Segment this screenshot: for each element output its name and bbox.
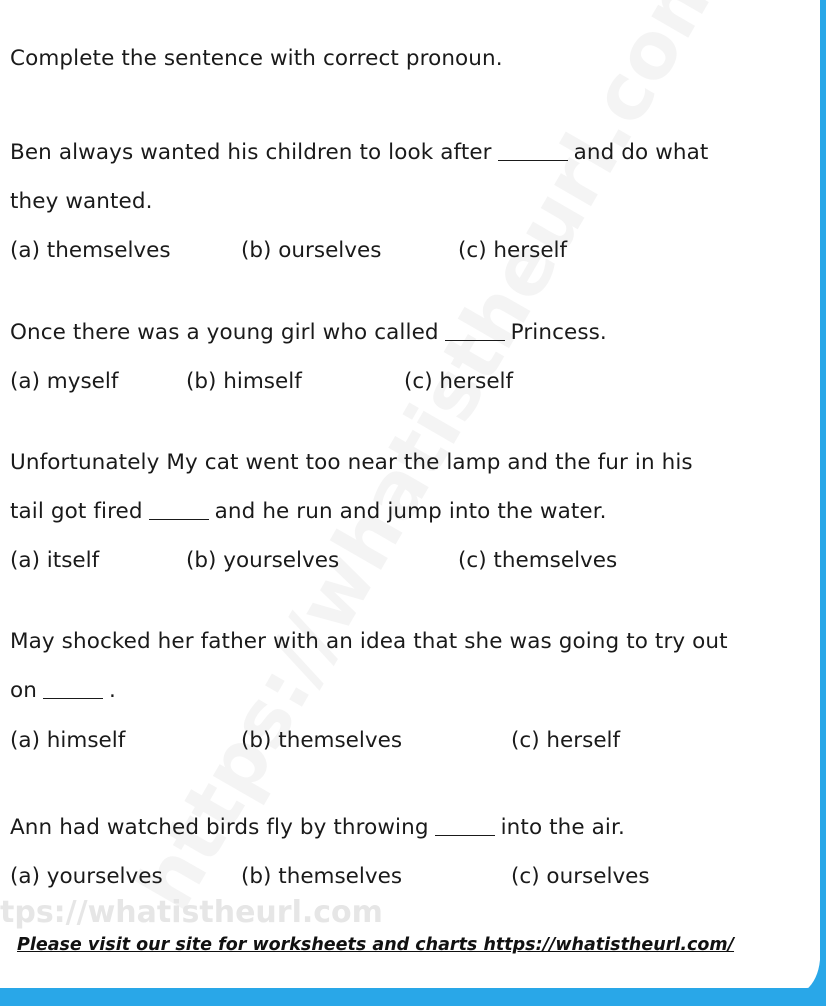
question-3-text-b: and he run and jump into the water.	[214, 499, 607, 524]
question-3-option-c[interactable]: (c) themselves	[458, 548, 618, 573]
question-5-line-1	[10, 815, 625, 840]
question-5-option-b[interactable]: (b) themselves	[241, 864, 403, 889]
footer-site-link[interactable]: Please visit our site for worksheets and charts https://whatistheurl.com/	[17, 935, 735, 955]
question-1-blank	[498, 159, 568, 161]
blue-right-border	[806, 0, 826, 990]
question-5-text-b: into the air.	[500, 815, 625, 840]
instruction-text: Complete the sentence with correct pronoun.	[10, 46, 503, 71]
question-1-line-1	[10, 140, 708, 165]
question-4-option-a[interactable]: (a) himself	[10, 728, 126, 753]
question-3-text-a: tail got fired	[10, 499, 143, 524]
question-1-option-b[interactable]: (b) ourselves	[241, 238, 382, 263]
question-4-text-b: .	[108, 678, 116, 703]
question-3-option-a[interactable]: (a) itself	[10, 548, 100, 573]
blue-page-border	[0, 986, 826, 1006]
question-2-option-b[interactable]: (b) himself	[186, 369, 302, 394]
question-4-blank	[43, 697, 103, 699]
question-4-line-1: May shocked her father with an idea that she was going to try out	[10, 629, 728, 654]
question-4-text-a: on	[10, 678, 37, 703]
question-4-option-b[interactable]: (b) themselves	[241, 728, 403, 753]
question-1-text-a: Ben always wanted his children to look after	[10, 140, 492, 165]
question-2-line-1	[10, 320, 607, 345]
question-1-text-b: and do what	[573, 140, 709, 165]
question-1-option-c[interactable]: (c) herself	[458, 238, 568, 263]
question-3-option-b[interactable]: (b) yourselves	[186, 548, 340, 573]
question-1-line-2: they wanted.	[10, 189, 153, 214]
question-5-option-a[interactable]: (a) yourselves	[10, 864, 163, 889]
question-2-option-a[interactable]: (a) myself	[10, 369, 119, 394]
question-1-option-a[interactable]: (a) themselves	[10, 238, 171, 263]
question-2-text-b: Princess.	[510, 320, 607, 345]
footer-watermark: tps://whatistheurl.com	[0, 895, 383, 930]
question-3-line-2	[10, 499, 607, 524]
question-4-line-2	[10, 678, 116, 703]
question-3-blank	[149, 518, 209, 520]
question-5-text-a: Ann had watched birds fly by throwing	[10, 815, 429, 840]
question-3-line-1: Unfortunately My cat went too near the lamp and the fur in his	[10, 450, 693, 475]
question-2-text-a: Once there was a young girl who called	[10, 320, 439, 345]
question-5-option-c[interactable]: (c) ourselves	[511, 864, 650, 889]
question-5-blank	[435, 834, 495, 836]
question-2-option-c[interactable]: (c) herself	[404, 369, 514, 394]
question-4-option-c[interactable]: (c) herself	[511, 728, 621, 753]
question-2-blank	[445, 339, 505, 341]
